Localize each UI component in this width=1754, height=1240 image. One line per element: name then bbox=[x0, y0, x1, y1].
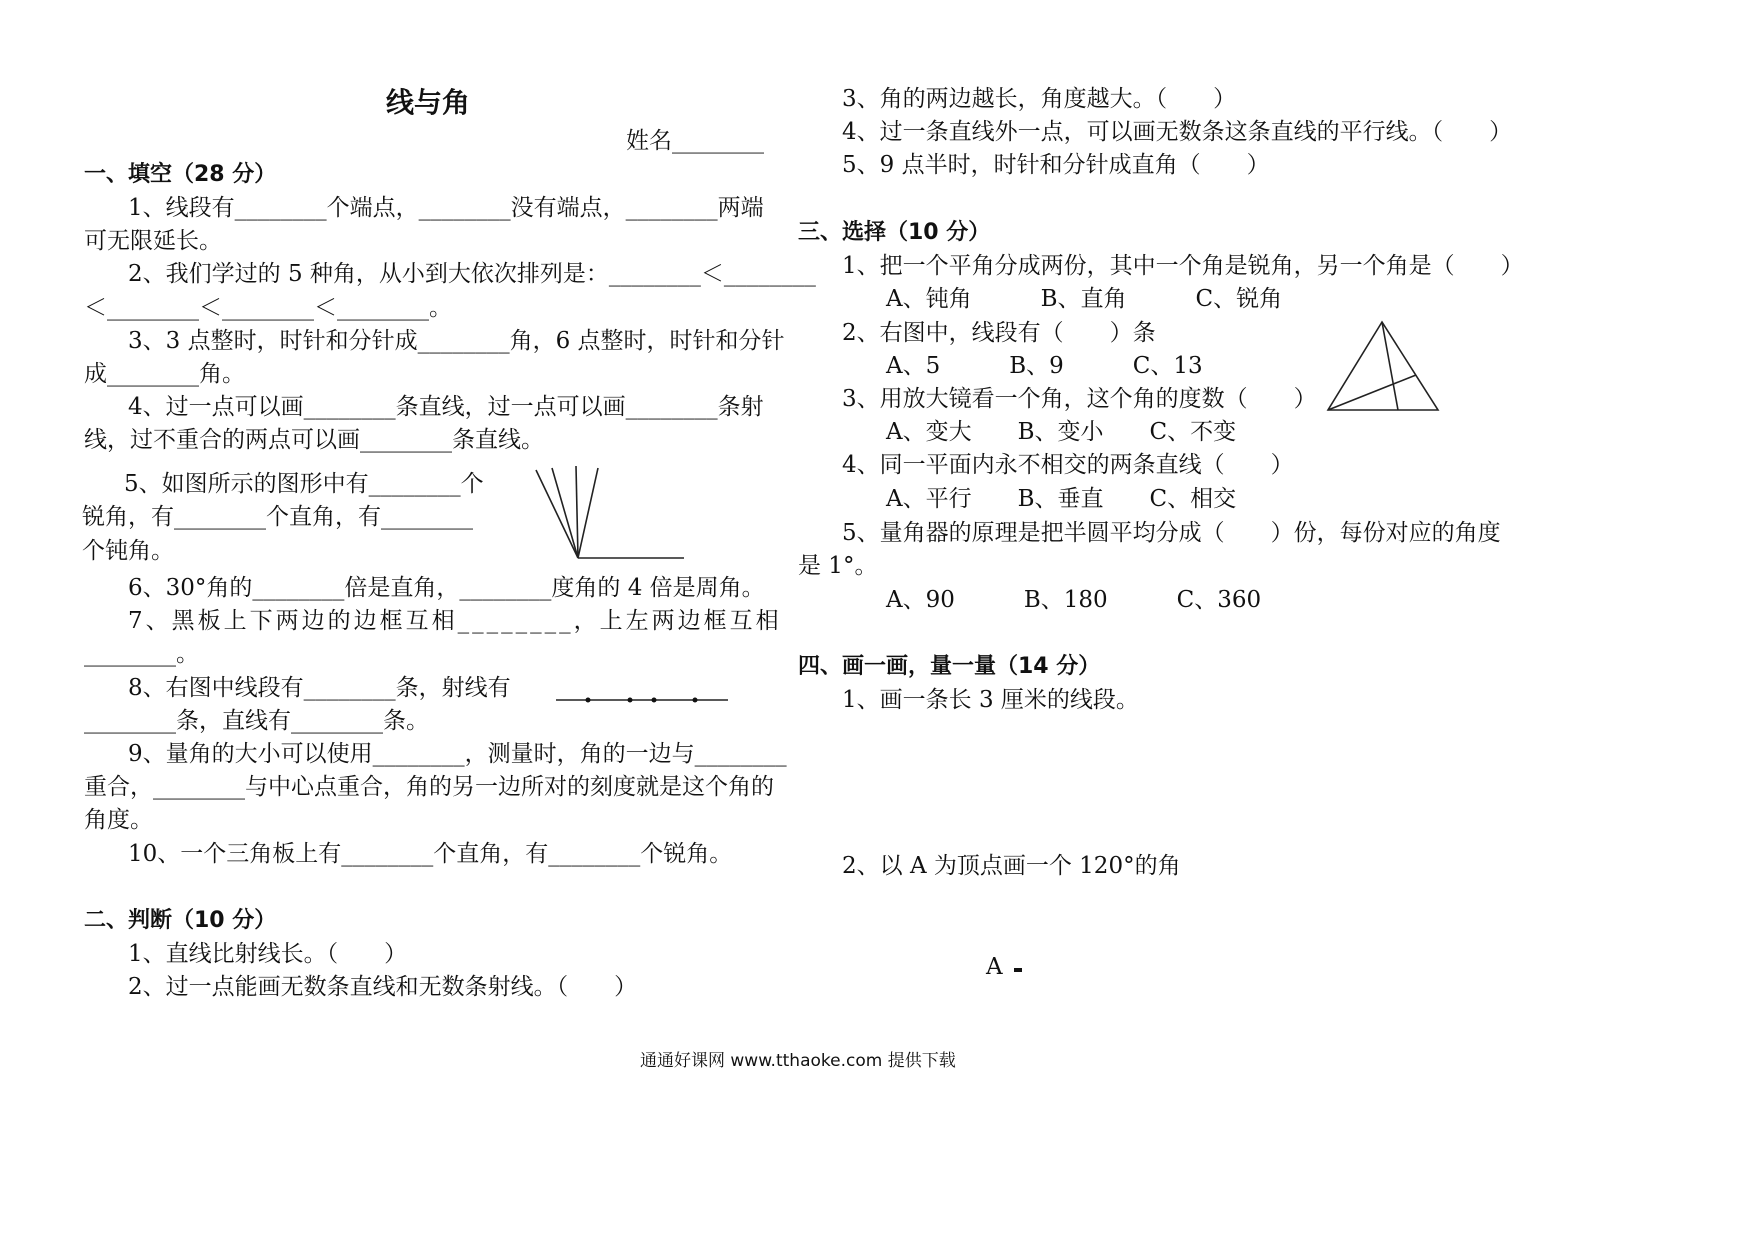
s2-q1: 1、直线比射线长。（ ） bbox=[128, 941, 408, 967]
section-1-heading: 一、填空（28 分） bbox=[84, 162, 277, 187]
s3-q2-options: A、5 B、9 C、13 bbox=[886, 353, 1203, 379]
s1-q3-line1: 3、3 点整时，时针和分针成________角，6 点整时，时针和分针 bbox=[128, 328, 785, 354]
s1-q3-line2: 成________角。 bbox=[84, 361, 245, 387]
s1-q9-line1: 9、量角的大小可以使用________，测量时，角的一边与________ bbox=[128, 741, 787, 767]
s3-q1-options: A、钝角 B、直角 C、锐角 bbox=[886, 286, 1283, 312]
point-a-label: A bbox=[986, 954, 1003, 980]
s1-q8-line2: ________条，直线有________条。 bbox=[84, 708, 429, 734]
s2-q2: 2、过一点能画无数条直线和无数条射线。（ ） bbox=[128, 974, 638, 1000]
s3-q5-line1: 5、量角器的原理是把半圆平均分成（ ）份，每份对应的角度 bbox=[842, 520, 1501, 546]
section-2-heading: 二、判断（10 分） bbox=[84, 908, 277, 933]
footer-credit: 通通好课网 www.tthaoke.com 提供下载 bbox=[640, 1051, 956, 1071]
s1-q1-line1: 1、线段有________个端点，________没有端点，________两端 bbox=[128, 195, 764, 221]
s1-q9-line2: 重合，________与中心点重合，角的另一边所对的刻度就是这个角的 bbox=[84, 774, 774, 800]
s1-q5-line2: 锐角，有________个直角，有________ bbox=[82, 504, 473, 530]
s2-q5: 5、9 点半时，时针和分针成直角（ ） bbox=[842, 152, 1270, 178]
s3-q5-line2: 是 1°。 bbox=[798, 553, 878, 579]
s1-q9-line3: 角度。 bbox=[84, 807, 153, 833]
section-3-heading: 三、选择（10 分） bbox=[798, 220, 991, 245]
section-4-heading: 四、画一画，量一量（14 分） bbox=[798, 654, 1101, 679]
s1-q2-line2: ＜________＜________＜________。 bbox=[84, 295, 452, 321]
page-title: 线与角 bbox=[386, 86, 471, 119]
segment-figure bbox=[552, 690, 734, 710]
s3-q2: 2、右图中，线段有（ ）条 bbox=[842, 320, 1156, 346]
s1-q5-line1: 5、如图所示的图形中有________个 bbox=[124, 471, 484, 497]
s1-q1-line2: 可无限延长。 bbox=[84, 228, 222, 254]
s1-q7-line1: 7、黑板上下两边的边框互相________，上左两边框互相 bbox=[128, 608, 782, 634]
angles-figure bbox=[530, 462, 690, 566]
s4-q1: 1、画一条长 3 厘米的线段。 bbox=[842, 687, 1139, 713]
s1-q8-line1: 8、右图中线段有________条，射线有 bbox=[128, 675, 511, 701]
s1-q2-line1: 2、我们学过的 5 种角，从小到大依次排列是：________＜________ bbox=[128, 261, 816, 287]
s3-q3-options: A、变大 B、变小 C、不变 bbox=[886, 419, 1237, 445]
s3-q4: 4、同一平面内永不相交的两条直线（ ） bbox=[842, 452, 1294, 478]
name-field-label: 姓名________ bbox=[626, 128, 764, 154]
s1-q7-line2: ________。 bbox=[84, 641, 199, 667]
s1-q5-line3: 个钝角。 bbox=[82, 538, 174, 564]
s3-q1: 1、把一个平角分成两份，其中一个角是锐角，另一个角是（ ） bbox=[842, 253, 1524, 279]
s3-q3: 3、用放大镜看一个角，这个角的度数（ ） bbox=[842, 386, 1317, 412]
s1-q4-line2: 线，过不重合的两点可以画________条直线。 bbox=[84, 427, 544, 453]
s2-q3: 3、角的两边越长，角度越大。（ ） bbox=[842, 86, 1237, 112]
s4-q2: 2、以 A 为顶点画一个 120°的角 bbox=[842, 853, 1181, 879]
s2-q4: 4、过一条直线外一点，可以画无数条这条直线的平行线。（ ） bbox=[842, 119, 1513, 145]
s3-q5-options: A、90 B、180 C、360 bbox=[886, 587, 1262, 613]
s3-q4-options: A、平行 B、垂直 C、相交 bbox=[886, 486, 1237, 512]
s1-q6: 6、30°角的________倍是直角，________度角的 4 倍是周角。 bbox=[128, 575, 765, 601]
point-a-mark bbox=[1014, 968, 1022, 972]
s1-q4-line1: 4、过一点可以画________条直线，过一点可以画________条射 bbox=[128, 394, 764, 420]
s1-q10: 10、一个三角板上有________个直角，有________个锐角。 bbox=[128, 841, 733, 867]
triangle-figure bbox=[1324, 318, 1444, 414]
